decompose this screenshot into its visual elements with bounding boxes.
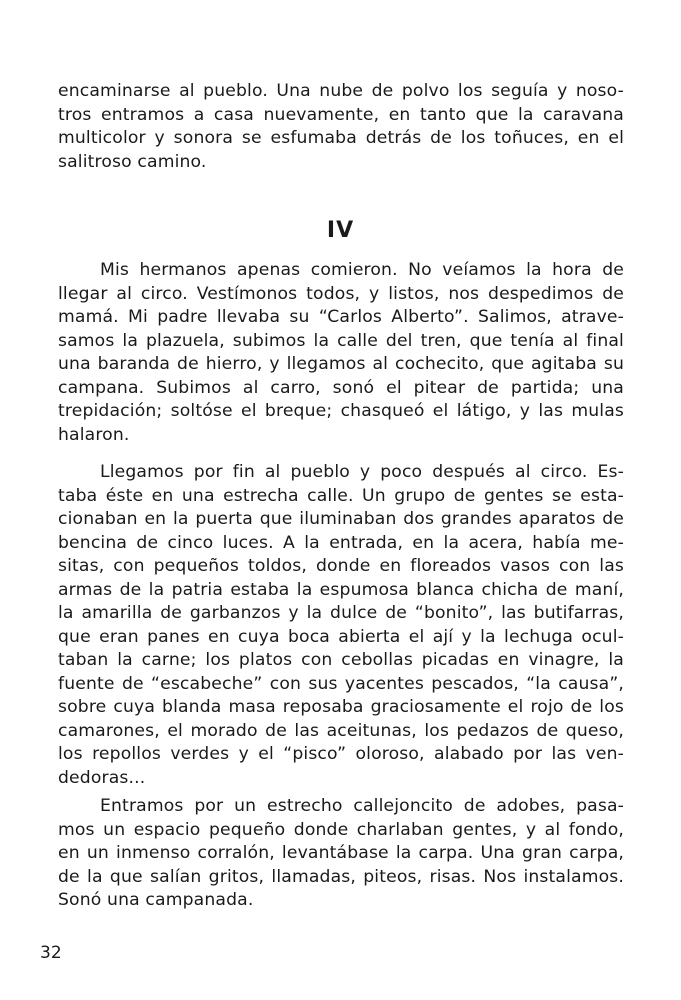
text-line: dedoras... — [58, 767, 146, 788]
text-line: Sonó una campanada. — [58, 890, 254, 910]
text-line: fuente de “escabeche” con sus yacentes pescados, “la causa”, — [58, 673, 624, 694]
text-line: encaminarse al pueblo. Una nube de polvo los seguía y noso- — [58, 81, 624, 101]
text-line: Mis hermanos apenas comieron. No veíamos la hora de — [100, 260, 624, 280]
text-line: sitas, con pequeños toldos, donde en floreados vasos con las — [58, 556, 624, 576]
paragraph-4 — [58, 795, 624, 913]
text-line: llegar al circo. Vestímonos todos, y listos, nos despedimos de — [58, 283, 624, 304]
text-line: halaron. — [58, 424, 130, 445]
text-line: bencina de cinco luces. A la entrada, en la acera, había me- — [58, 532, 624, 553]
text-line: samos la plazuela, subimos la calle del tren, que tenía al final — [58, 330, 624, 351]
text-line: en un inmenso corralón, levantábase la carpa. Una gran carpa, — [58, 843, 624, 863]
text-line: que eran panes en cuya boca abierta el ají y la lechuga ocul- — [58, 626, 624, 647]
paragraph-1 — [58, 80, 624, 174]
page-number: 32 — [40, 943, 62, 963]
text-line: sobre cuya blanda masa reposaba graciosamente el rojo de los — [58, 697, 624, 717]
text-line: Entramos por un estrecho callejoncito de adobes, pasa- — [100, 796, 624, 816]
text-line: de la que salían gritos, llamadas, piteos, risas. Nos instalamos. — [58, 866, 624, 887]
chapter-heading: IV — [326, 218, 355, 243]
text-line: armas de la patria estaba la espumosa blanca chicha de maní, — [58, 579, 624, 600]
text-line: taba éste en una estrecha calle. Un grupo de gentes se esta- — [58, 485, 624, 506]
text-line: Llegamos por fin al pueblo y poco después al circo. Es- — [100, 462, 624, 482]
text-line: los repollos verdes y el “pisco” oloroso, alabado por las ven- — [58, 744, 624, 764]
text-line: cionaban en la puerta que iluminaban dos grandes aparatos de — [58, 509, 624, 529]
text-line: trepidación; soltóse el breque; chasqueó el látigo, y las mulas — [58, 401, 624, 421]
text-line: taban la carne; los platos con cebollas picadas en vinagre, la — [58, 650, 624, 670]
text-line: salitroso camino. — [58, 151, 207, 172]
text-line: camarones, el morado de las aceitunas, los pedazos de queso, — [58, 720, 624, 741]
text-line: mamá. Mi padre llevaba su “Carlos Alberto”. Salimos, atrave- — [58, 307, 624, 327]
text-line: la amarilla de garbanzos y la dulce de “bonito”, las butifarras, — [58, 603, 624, 623]
text-line: campana. Subimos al carro, sonó el pitear de partida; una — [58, 377, 624, 398]
text-line: una baranda de hierro, y llegamos al cochecito, que agitaba su — [58, 354, 624, 374]
text-line: mos un espacio pequeño donde charlaban gentes, y al fondo, — [58, 819, 624, 840]
text-line: tros entramos a casa nuevamente, en tanto que la caravana — [58, 104, 624, 125]
paragraph-3 — [58, 461, 624, 790]
text-line: multicolor y sonora se esfumaba detrás de los toñuces, en el — [58, 128, 624, 148]
paragraph-2 — [58, 259, 624, 447]
